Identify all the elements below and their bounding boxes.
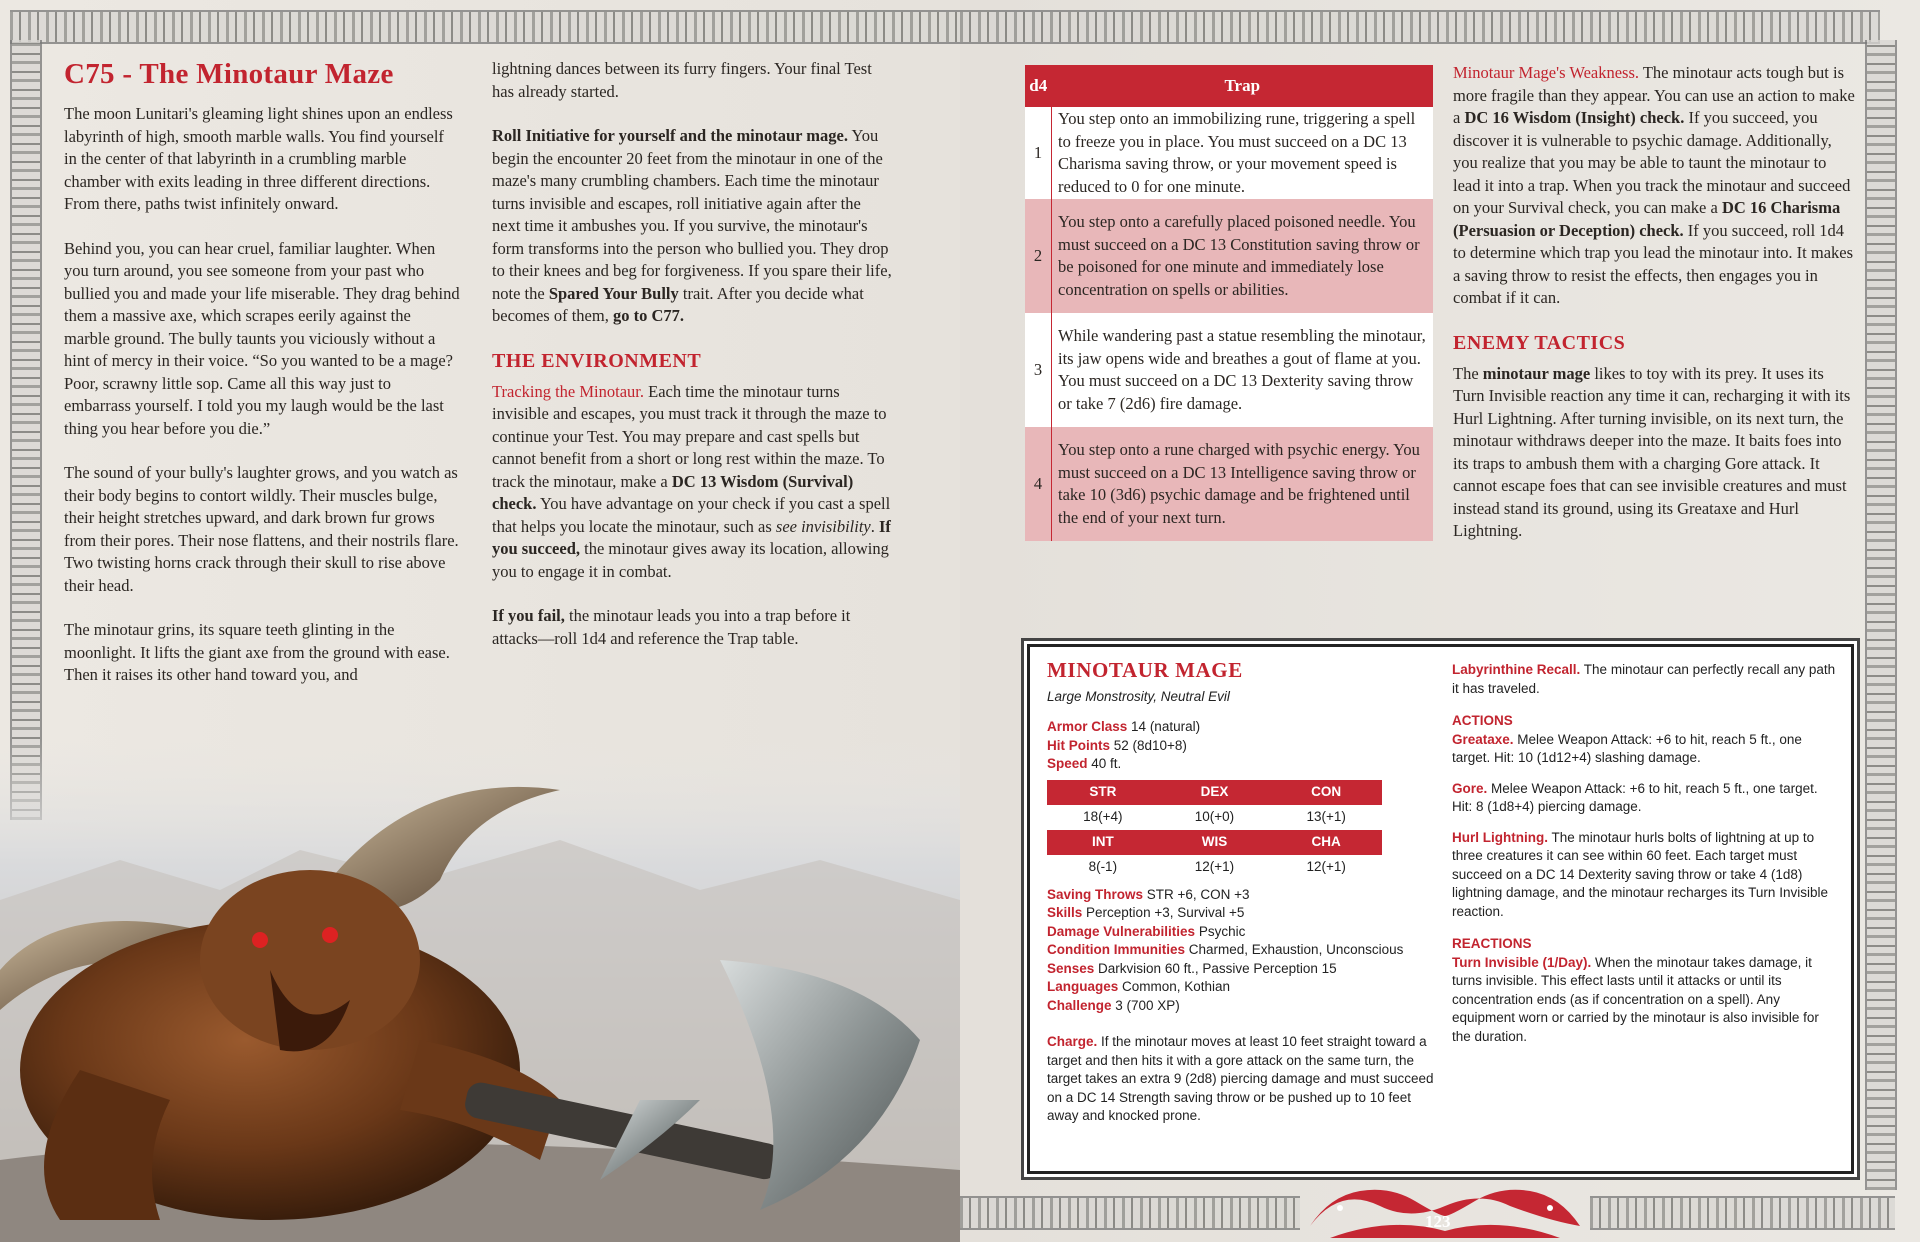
label: Labyrinthine Recall. <box>1452 662 1581 677</box>
text: You begin the encounter 20 feet from the minotaur in one of the maze's many crumbling chambers. Each time the minotaur turns invisible and escapes, roll initiative again after the next time it ambushes you. If you survive, the minotaur's form transforms into the person who bullied you. They drop to their knees and beg for forgiveness. If you spare their life, note the <box>492 126 892 303</box>
ability-wis: WIS <box>1159 830 1271 855</box>
paragraph: lightning dances between its furry fingers. Your final Test has already started. <box>492 59 872 101</box>
value: The minotaur hurls bolts of lightning at up to three creatures it can see within 60 feet. Each target must succeed on a DC 14 Dexterity saving throw or take 4 (1d8) lightning damage, and the minotaur recharges its Turn Invisible reaction. <box>1452 829 1828 919</box>
bold-text: If you fail, <box>492 606 565 625</box>
text: If you succeed, roll 1d4 to determine which trap you lead the minotaur into. It makes a saving throw to resist the effects, then engages you in combat if it can. <box>1453 220 1854 307</box>
trait-labyrinthine-recall <box>1452 661 1837 698</box>
text: You have advantage on your check if you cast a spell that helps you locate the minotaur, such as <box>492 494 891 536</box>
score: 10(+0) <box>1194 808 1235 824</box>
label: Speed <box>1047 756 1088 771</box>
value: 3 (700 XP) <box>1111 997 1180 1013</box>
actions-heading: ACTIONS <box>1452 713 1513 728</box>
saving-throws <box>1047 886 1442 905</box>
monster-name: minotaur mage <box>1482 363 1591 383</box>
row-text: You step onto a carefully placed poisoned needle. You must succeed on a DC 13 Constitution saving throw or be poisoned for one minute and immediately lose concentration on spells or abilities. <box>1052 199 1434 313</box>
condition-immunities <box>1047 941 1442 960</box>
celtic-border-bottom-right <box>1590 1196 1895 1230</box>
reaction-turn-invisible <box>1452 954 1837 1047</box>
paragraph-initiative <box>492 125 892 328</box>
goto-link: go to C77. <box>612 306 685 325</box>
value: Perception +3, Survival +5 <box>1082 905 1245 920</box>
stat-block-right <box>1452 661 1837 1058</box>
ability-int: INT <box>1047 830 1159 855</box>
label: Hurl Lightning. <box>1452 829 1548 845</box>
damage-vulnerabilities <box>1047 923 1442 942</box>
text: the minotaur leads you into a trap before it attacks—roll 1d4 and reference the Trap table. <box>492 606 851 648</box>
value: Charmed, Exhaustion, Unconscious <box>1185 942 1404 957</box>
row-number: 2 <box>1025 199 1052 313</box>
text: likes to toy with its prey. It uses its Turn Invisible reaction any time it can, recharging it with its Hurl Lightning. After turning invisible, on its next turn, the minotaur withdraws deeper into the maze. It baits foes into its traps to ambush them with a charging Gore attack. It cannot escape foes that can see invisible creatures and must instead stand its ground, using its Greataxe and Hurl Lightning. <box>1453 363 1851 540</box>
label: Skills <box>1047 905 1083 920</box>
text: the minotaur gives away its location, allowing you to engage it in combat. <box>492 539 889 581</box>
table-row <box>1025 199 1433 313</box>
paragraph-tracking <box>492 381 892 584</box>
celtic-border-bottom-left <box>960 1196 1300 1230</box>
skills <box>1047 904 1442 923</box>
environment-heading: THE ENVIRONMENT <box>492 349 702 372</box>
label: Charge. <box>1047 1034 1098 1049</box>
row-text: You step onto an immobilizing rune, triggering a spell to freeze you in place. You must succeed on a DC 13 Charisma saving throw, or your movement speed is reduced to 0 for one minute. <box>1052 107 1434 199</box>
value: STR +6, CON +3 <box>1143 886 1250 902</box>
label: Condition Immunities <box>1047 942 1185 957</box>
table-row <box>1025 107 1433 199</box>
table-row <box>1025 427 1433 541</box>
ability-dex: DEX <box>1159 780 1271 805</box>
label: Hit Points <box>1047 737 1110 753</box>
score: 18(+4) <box>1083 808 1123 824</box>
ability-cha: CHA <box>1270 830 1382 855</box>
ability-header-row <box>1047 780 1382 805</box>
dragon-ornament-icon <box>1300 1176 1590 1242</box>
label: Damage Vulnerabilities <box>1047 923 1196 939</box>
action-hurl-lightning <box>1452 829 1837 922</box>
trap-table <box>1025 65 1433 541</box>
tracking-label: Tracking the Minotaur. <box>492 381 645 401</box>
celtic-border-right <box>1865 40 1897 1190</box>
paragraph: The sound of your bully's laughter grows, and you watch as their body begins to contort wildly. Their muscles bulge, their height stretches upward, and dark brown fur grows from their pores. Their nose flattens, and their nostrils flare. Two twisting horns crack through their skull to rise above their head. <box>64 463 459 595</box>
label: Senses <box>1047 960 1095 976</box>
paragraph-weakness <box>1453 62 1855 310</box>
check-text: DC 16 Charisma (Persuasion or Deception) check. <box>1453 198 1841 240</box>
hit-points <box>1047 737 1442 756</box>
ability-value-row <box>1047 805 1382 830</box>
value: 40 ft. <box>1087 756 1122 771</box>
value: Melee Weapon Attack: +6 to hit, reach 5 ft., one target. Hit: 10 (1d12+4) slashing damage. <box>1452 731 1802 765</box>
ability-con: CON <box>1270 780 1382 805</box>
senses <box>1047 960 1442 979</box>
column-2 <box>492 58 892 672</box>
paragraph: The minotaur grins, its square teeth glinting in the moonlight. It lifts the giant axe from the ground with ease. Then it raises its other hand toward you, and <box>64 620 450 684</box>
text: Each time the minotaur turns invisible and escapes, you must track it through the maze to continue your Test. You may prepare and cast spells but cannot benefit from a short or long rest within the maze. To track the minotaur, make a <box>492 381 887 491</box>
celtic-border-left <box>10 40 42 820</box>
action-greataxe <box>1452 731 1837 768</box>
stat-block-left <box>1047 658 1442 1126</box>
score: 8(-1) <box>1088 858 1118 874</box>
label: Gore. <box>1452 780 1488 796</box>
value: 14 (natural) <box>1127 719 1201 734</box>
paragraph-fail <box>492 605 892 650</box>
paragraph: Behind you, you can hear cruel, familiar laughter. When you turn around, you see someone from your past who bullied you and made your life miserable. They drag behind them a massive axe, which scrapes eerily against the marble ground. The bully taunts you viciously without a hint of mercy in their voice. “So you wanted to be a mage? Poor, scrawny little sop. Came all this way just to embarrass yourself. I told you my laugh would be the last thing you hear before you die.” <box>64 238 460 438</box>
label: Languages <box>1047 979 1119 994</box>
value: Darkvision 60 ft., Passive Perception 15 <box>1094 960 1337 976</box>
value: When the minotaur takes damage, it turns invisible. This effect lasts until it attacks or until its concentration ends (as if concentration on a spell). Any equipment worn or carried by the minotaur is also invisible for the duration. <box>1452 954 1819 1044</box>
table-row <box>1025 313 1433 427</box>
celtic-border-top <box>960 10 1880 44</box>
score: 12(+1) <box>1194 858 1235 874</box>
ability-header-row <box>1047 830 1382 855</box>
text: trait. After you decide what becomes of them, <box>492 283 864 325</box>
label: Challenge <box>1047 997 1112 1013</box>
check-text: DC 13 Wisdom (Survival) check. <box>492 471 854 513</box>
text: The minotaur acts tough but is more fragile than they appear. You can use an action to make a <box>1453 63 1855 127</box>
row-number: 4 <box>1025 427 1052 541</box>
ability-table <box>1047 780 1382 880</box>
weakness-label: Minotaur Mage's Weakness. <box>1453 63 1640 82</box>
page-number: 123 <box>1425 1212 1451 1231</box>
action-gore <box>1452 780 1837 817</box>
label: Turn Invisible (1/Day). <box>1452 954 1592 970</box>
minotaur-illustration <box>0 740 960 1242</box>
stat-block <box>1027 644 1854 1174</box>
text: . <box>870 516 880 536</box>
monster-type: Large Monstrosity, Neutral Evil <box>1047 688 1230 704</box>
column-4 <box>1453 62 1855 565</box>
check-text: DC 16 Wisdom (Insight) check. <box>1464 108 1685 127</box>
value: If the minotaur moves at least 10 feet straight toward a target and then hits it with a gore attack on the same turn, the target takes an extra 9 (2d8) piercing damage and must succeed on a DC 14 Strength saving throw or be pushed up to 10 feet away and knocked prone. <box>1047 1034 1434 1123</box>
bold-text: Roll Initiative for yourself and the minotaur mage. <box>492 126 848 145</box>
monster-title: MINOTAUR MAGE <box>1047 658 1243 682</box>
value: The minotaur can perfectly recall any path it has traveled. <box>1452 662 1836 696</box>
tactics-heading: ENEMY TACTICS <box>1453 331 1626 354</box>
trait-name: Spared Your Bully <box>548 283 679 303</box>
trait-charge <box>1047 1033 1442 1126</box>
ability-str: STR <box>1047 780 1159 805</box>
paragraph-tactics <box>1453 363 1855 543</box>
row-number: 1 <box>1025 107 1052 199</box>
header-d4: d4 <box>1025 65 1052 107</box>
row-number: 3 <box>1025 313 1052 427</box>
challenge <box>1047 997 1442 1016</box>
value: Common, Kothian <box>1118 979 1231 994</box>
languages <box>1047 978 1442 997</box>
speed <box>1047 755 1442 774</box>
value: Melee Weapon Attack: +6 to hit, reach 5 ft., one target. Hit: 8 (1d8+4) piercing damage. <box>1452 780 1818 814</box>
value: 52 (8d10+8) <box>1110 737 1187 753</box>
text: If you succeed, you discover it is vulnerable to psychic damage. Additionally, you realize that you may be able to taunt the minotaur to lead it into a trap. When you track the minotaur and succeed on your Survival check, you can make a <box>1453 108 1851 217</box>
section-title: C75 - The Minotaur Maze <box>64 58 394 90</box>
celtic-border-top <box>10 10 960 44</box>
value: Psychic <box>1195 923 1246 939</box>
label: Saving Throws <box>1047 886 1144 902</box>
column-1 <box>64 58 460 709</box>
reactions-heading: REACTIONS <box>1452 936 1532 951</box>
ability-value-row <box>1047 855 1382 880</box>
label: Armor Class <box>1047 719 1128 734</box>
bold-text: If you succeed, <box>492 516 891 558</box>
text: The <box>1453 363 1483 383</box>
score: 12(+1) <box>1306 858 1346 874</box>
label: Greataxe. <box>1452 731 1514 747</box>
header-trap: Trap <box>1052 65 1434 107</box>
row-text: You step onto a rune charged with psychic energy. You must succeed on a DC 13 Intelligence saving throw or take 10 (3d6) psychic damage and be frightened until the end of your next turn. <box>1052 427 1434 541</box>
row-text: While wandering past a statue resembling the minotaur, its jaw opens wide and breathes a gout of flame at you. You must succeed on a DC 13 Dexterity saving throw or take 7 (2d6) fire damage. <box>1052 313 1434 427</box>
paragraph: The moon Lunitari's gleaming light shines upon an endless labyrinth of high, smooth marble walls. You find yourself in the center of that labyrinth in a crumbling marble chamber with exits leading in three different directions. From there, paths twist infinitely onward. <box>64 104 453 213</box>
spell-name: see invisibility <box>775 516 871 536</box>
score: 13(+1) <box>1306 808 1346 824</box>
armor-class <box>1047 718 1442 737</box>
trap-table-header <box>1025 65 1433 107</box>
